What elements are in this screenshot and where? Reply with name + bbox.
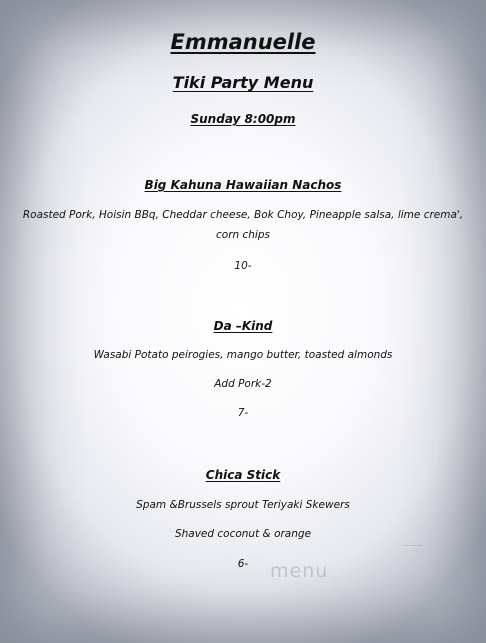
menu-item-price: 6-	[237, 558, 249, 570]
menu-date: Sunday 8:00pm	[190, 112, 296, 126]
watermark-dots	[404, 545, 422, 552]
menu-item-description: Spam &Brussels sprout Teriyaki Skewers	[136, 499, 350, 511]
watermark-text: menu	[270, 560, 329, 582]
menu-item-name: Da –Kind	[213, 319, 273, 333]
menu-title: Tiki Party Menu	[172, 73, 314, 92]
menu-item-name: Big Kahuna Hawaiian Nachos	[144, 178, 342, 192]
menu-item-description: Roasted Pork, Hoisin BBq, Cheddar cheese, Bok Choy, Pineapple salsa, lime crema', corn chips	[22, 209, 464, 241]
menu-item-price: 10-	[234, 260, 252, 272]
menu-item-extra: Add Pork-2	[214, 378, 272, 390]
restaurant-name: Emmanuelle	[170, 30, 316, 54]
menu-item-description: Wasabi Potato peirogies, mango butter, toasted almonds	[93, 349, 393, 361]
menu-item-price: 7-	[237, 407, 249, 419]
menu-item-extra: Shaved coconut & orange	[174, 528, 312, 540]
menu-item-name: Chica Stick	[205, 468, 281, 482]
